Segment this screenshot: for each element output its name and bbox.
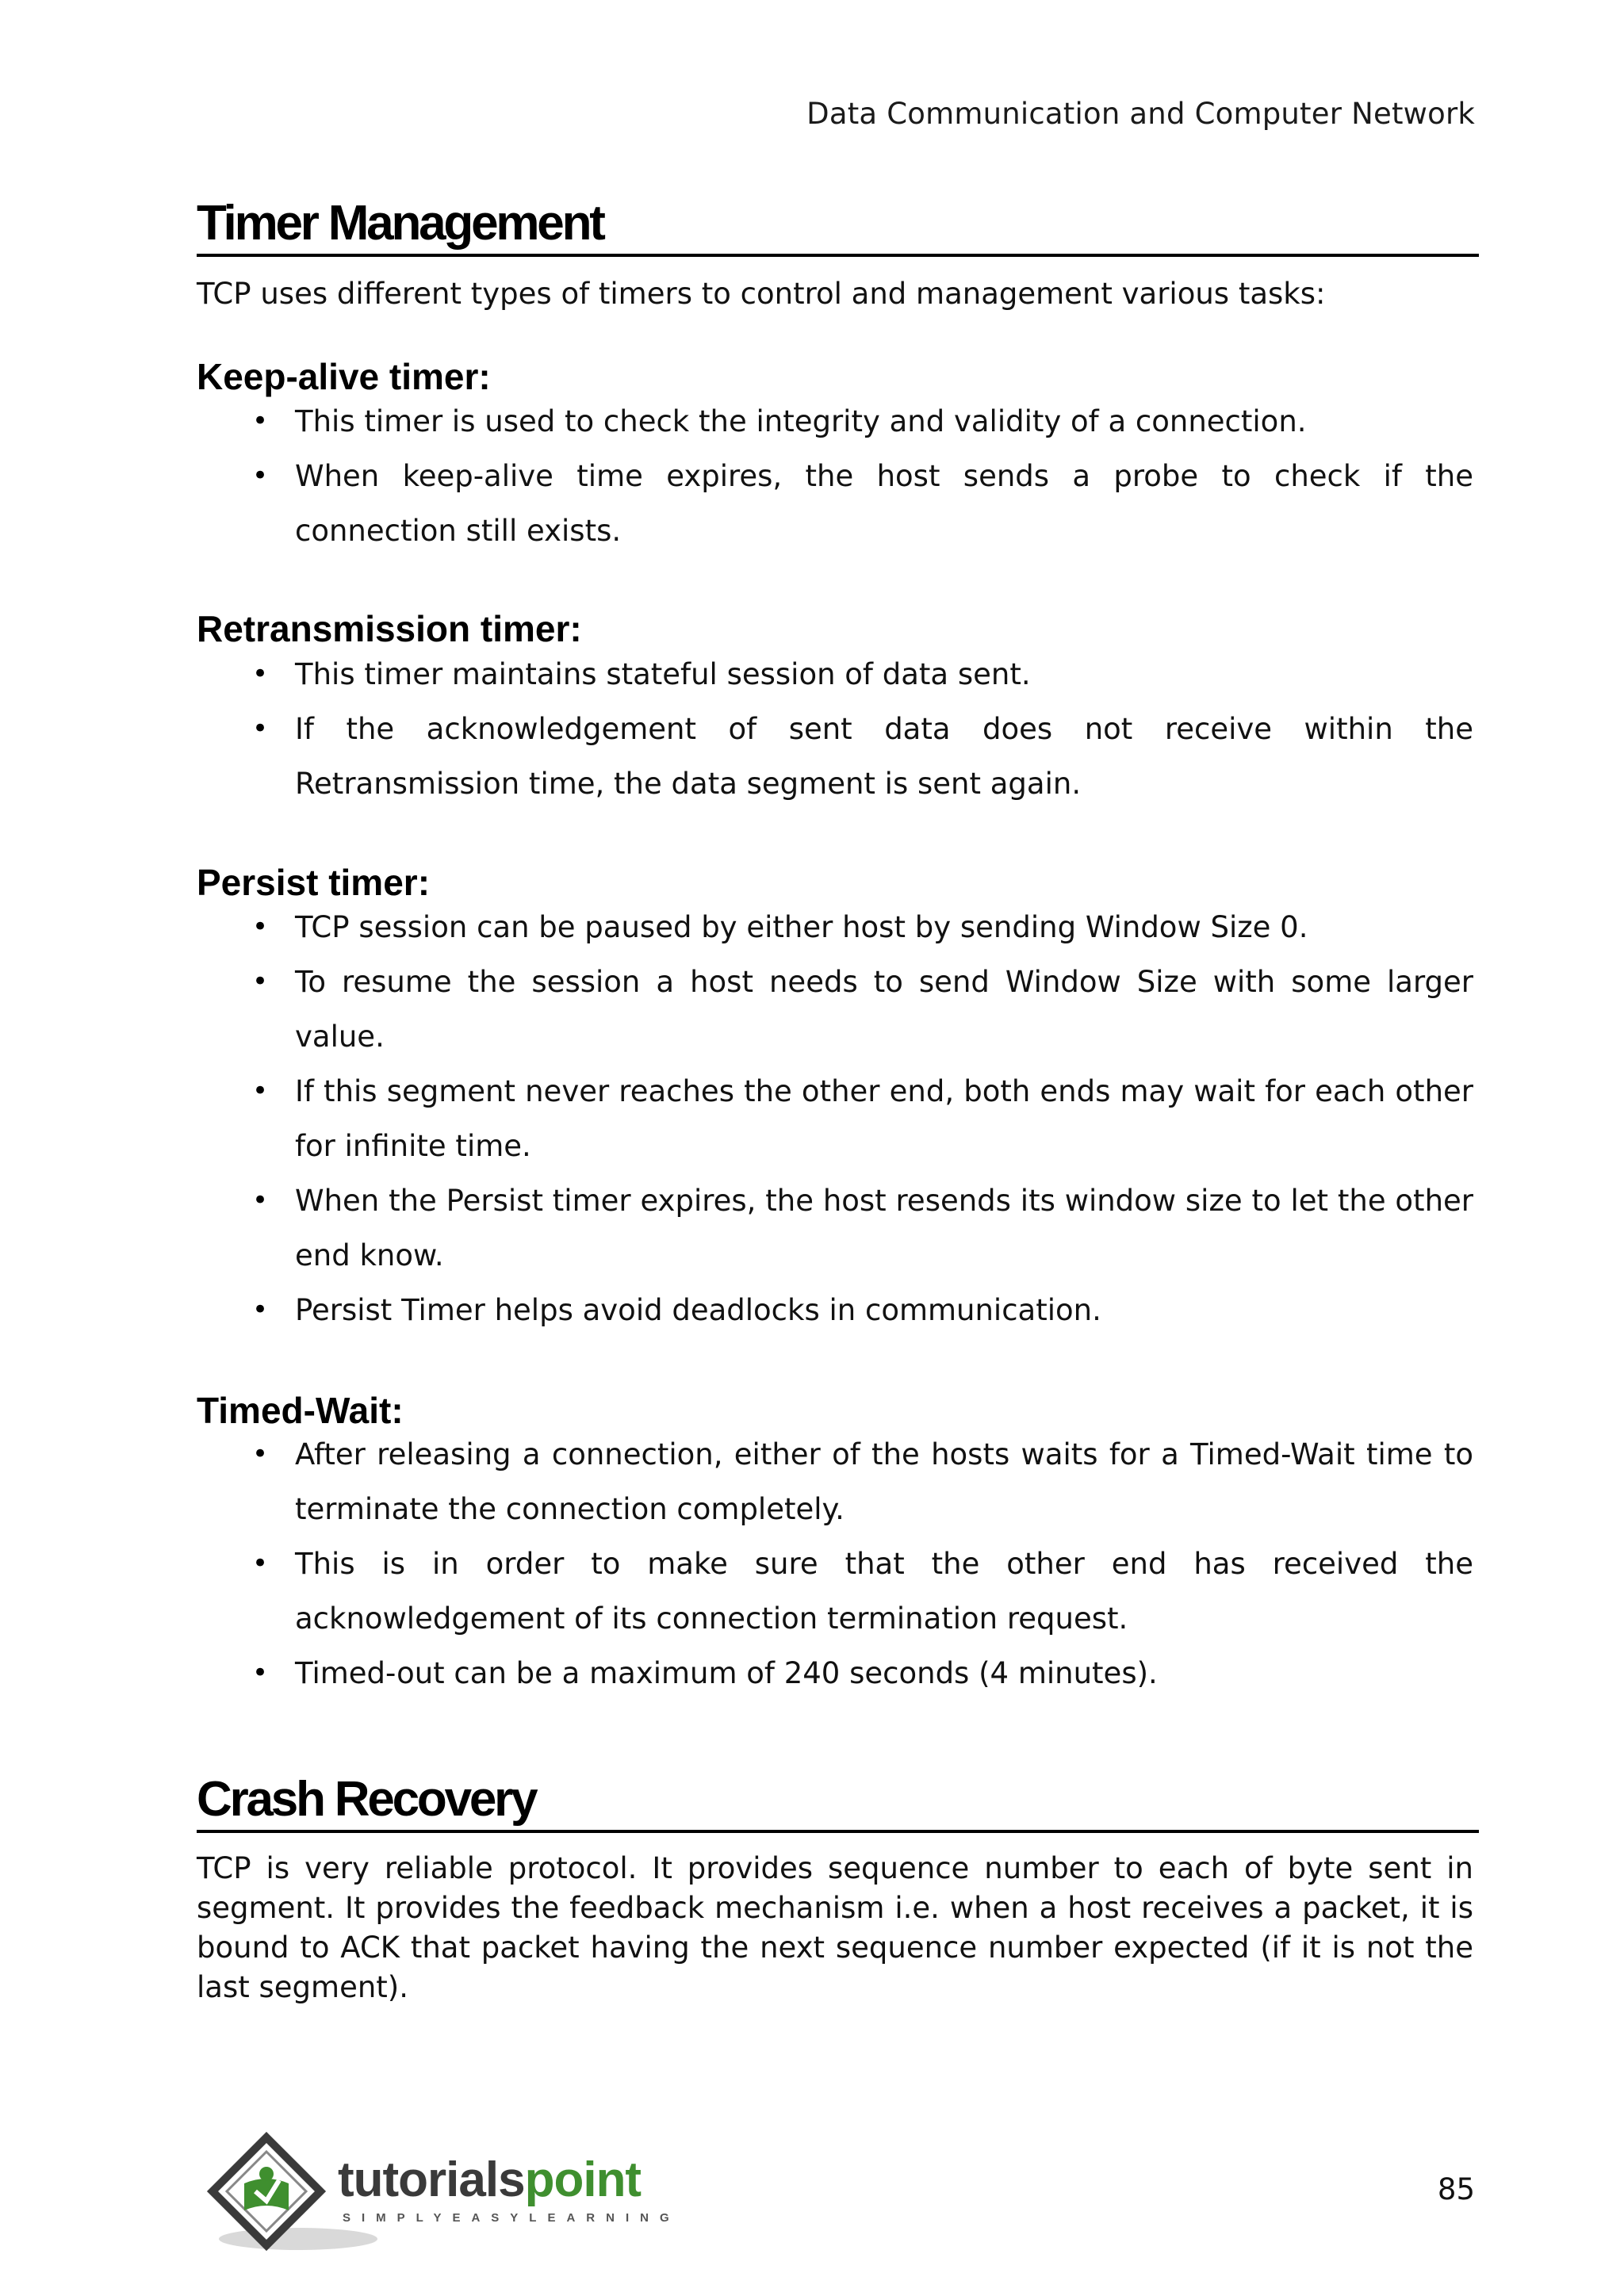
bullet-icon: • xyxy=(252,658,269,690)
bullet-icon: • xyxy=(252,911,269,943)
running-header: Data Communication and Computer Network xyxy=(806,97,1475,131)
list-item xyxy=(197,647,1473,702)
bullet-list-retransmission xyxy=(197,647,1473,811)
bullet-icon: • xyxy=(252,1294,269,1326)
page-number: 85 xyxy=(1437,2172,1475,2206)
bullet-icon: • xyxy=(252,1657,269,1689)
bullet-icon: • xyxy=(252,1075,269,1107)
bullet-icon: • xyxy=(252,966,269,997)
logo-wordmark: tutorialspoint xyxy=(338,2152,642,2207)
list-item-text: To resume the session a host needs to send Window Size with some larger value. xyxy=(295,965,1473,1054)
logo-tagline: SIMPLYEASYLEARNING xyxy=(343,2211,680,2225)
subheading-persist-timer: Persist timer: xyxy=(197,862,431,903)
tutorialspoint-logo xyxy=(203,2128,726,2255)
list-item xyxy=(197,955,1473,1064)
bullet-list-keep-alive xyxy=(197,394,1473,558)
list-item xyxy=(197,1064,1473,1173)
subheading-timed-wait: Timed-Wait: xyxy=(197,1390,404,1431)
bullet-icon: • xyxy=(252,1184,269,1216)
section-body-paragraph: TCP is very reliable protocol. It provides sequence number to each of byte sent in segment. It provides the feedback mechanism i.e. when a host receives a packet, it is bound to ACK that packet having the next sequence number expected (if it is not the last segment). xyxy=(197,1851,1473,2004)
bullet-icon: • xyxy=(252,713,269,744)
list-item xyxy=(197,1646,1473,1701)
bullet-icon: • xyxy=(252,1548,269,1579)
subheading-retransmission-timer: Retransmission timer: xyxy=(197,608,582,649)
list-item-text: TCP session can be paused by either host by sending Window Size 0. xyxy=(295,910,1308,944)
bullet-list-persist xyxy=(197,900,1473,1337)
list-item-text: This is in order to make sure that the other end has received the acknowledgement of its connection termination request. xyxy=(295,1547,1473,1636)
list-item-text: If the acknowledgement of sent data does not receive within the Retransmission time, the data segment is sent again. xyxy=(295,712,1473,801)
logo-shadow xyxy=(219,2228,377,2250)
list-item-text: Timed-out can be a maximum of 240 seconds (4 minutes). xyxy=(295,1656,1158,1690)
logo-book-icon xyxy=(244,2179,289,2210)
list-item xyxy=(197,1283,1473,1337)
list-item-text: After releasing a connection, either of the hosts waits for a Timed-Wait time to terminate the connection completely. xyxy=(295,1437,1473,1526)
section-intro: TCP uses different types of timers to control and management various tasks: xyxy=(197,277,1326,311)
list-item xyxy=(197,702,1473,811)
list-item xyxy=(197,394,1473,449)
bullet-icon: • xyxy=(252,405,269,437)
list-item-text: This timer maintains stateful session of data sent. xyxy=(295,657,1031,691)
list-item-text: When keep-alive time expires, the host sends a probe to check if the connection still exists. xyxy=(295,459,1473,548)
list-item-text: This timer is used to check the integrity and validity of a connection. xyxy=(295,404,1307,438)
section-title-timer-management: Timer Management xyxy=(197,197,1479,257)
list-item xyxy=(197,449,1473,558)
bullet-list-timed-wait xyxy=(197,1427,1473,1701)
list-item xyxy=(197,900,1473,955)
list-item xyxy=(197,1173,1473,1283)
list-item-text: Persist Timer helps avoid deadlocks in communication. xyxy=(295,1293,1101,1327)
list-item-text: When the Persist timer expires, the host resends its window size to let the other end know. xyxy=(295,1184,1473,1272)
list-item-text: If this segment never reaches the other end, both ends may wait for each other for infinite time. xyxy=(295,1074,1473,1163)
list-item xyxy=(197,1536,1473,1646)
bullet-icon: • xyxy=(252,460,269,492)
section-title-crash-recovery: Crash Recovery xyxy=(197,1773,1479,1833)
subheading-keep-alive-timer: Keep-alive timer: xyxy=(197,356,491,397)
logo-figure-head xyxy=(259,2167,274,2181)
list-item xyxy=(197,1427,1473,1536)
bullet-icon: • xyxy=(252,1438,269,1470)
